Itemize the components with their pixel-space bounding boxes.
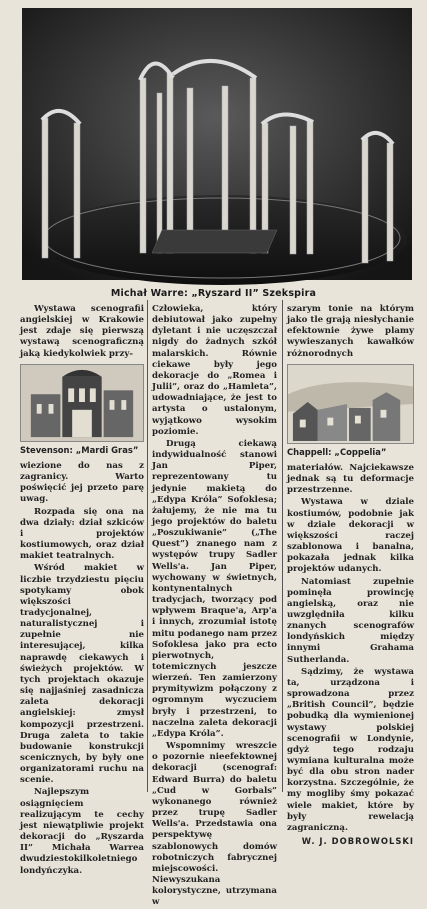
column-rule <box>147 300 148 792</box>
paragraph: Wśród makiet w liczbie trzydziestu pięciu spotykamy obok większości tradycjonalnej, naturalistycznej i zupełnie nie interesującej, kilka naprawdę ciekawych i świeżych projektów. W tych projektach okazuje się najjaśniej zasadnicza zaleta dekoracji angielskiej: zmysł kompozycji przestrzeni. Druga zaleta to takie budowanie konstrukcji scenicznych, by były one organizatorami ruchu na scenie. <box>20 563 144 786</box>
coppelia-sketch <box>287 364 414 444</box>
paragraph: Wspomnimy wreszcie o pozornie nieefektownej dekoracji (scenograf: Edward Burra) do baletu „Cud w Gorbals” wykonanego również przez trupę Sadler Wells'a. Przedstawia ona perspektywę szablonowych domów robotniczych fabrycznej miejscowości. Niewyszukana kolorystyczne, utrzymana w <box>152 741 277 908</box>
article-column-1 <box>20 304 144 878</box>
paragraph: Wystawa scenografii angielskiej w Krakowie jest zdaje się pierwszą wystawą scenograficzną jaką kiedykolwiek przy- <box>20 304 144 359</box>
paragraph: Drugą ciekawą indywidualność stanowi Jan Piper, reprezentowany tu jedynie makietą do „Edypa Króla” Sofoklesa; żałujemy, że nie ma tu jego projektów do baletu „Poszukiwanie” („The Quest”) znanego nam z występów trupy Sadler Wells'a. Jan Piper, wychowany w świetnych, kontynentalnych tradycjach, tworzący pod wpływem Braque'a, Arp'a i innych, zrozumiał istotę mitu podanego nam przez Sofoklesa jako pra ecto pierwotnych, totemicznych jeszcze wierzeń. Ten zamierzony prymitywizm połączony z ogromnym wyczuciem bryły i przestrzeni, to naczelna zaleta dekoracji „Edypa Króla”. <box>152 438 277 739</box>
paragraph: Wystawa w dziale kostiumów, podobnie jak w dziale dekoracji w większości raczej szablonowa i banalna, pokazała jednak kilka projektów udanych. <box>287 497 414 575</box>
stage-model-photo <box>22 8 412 280</box>
paragraph: wiezione do nas z zagranicy. Warto poświęcić jej przeto parę uwag. <box>20 460 144 505</box>
building-sketch-illustration <box>21 365 143 441</box>
paragraph: Człowieka, który debiutował jako zupełny dyletant i nie uczęszczał nigdy do żadnych szkół malarskich. Równie ciekawe były jego dekoracje do „Romea i Julii”, oraz do „Hamleta”, udowadniające, że jest to artysta o ustalonym, wyjątkowo wysokim poziomie. <box>152 304 277 437</box>
column-rule <box>282 300 283 792</box>
paragraph: Sądzimy, że wystawa ta, urządzona i sprowadzona przez „British Council”, będzie pobudką dla wymienionej wystawy polskiej scenografii w Londynie, gdyż tego rodzaju wymiana kulturalna może być dla obu stron nader korzystna. Szczególnie, że my mogliby śmy pokazać wiele makiet, które by były rewelacją zagraniczną. <box>287 666 414 833</box>
photo-caption: Michał Warre: „Ryszard II” Szekspira <box>110 288 317 299</box>
author-signature: W. J. DOBROWOLSKI <box>301 836 414 847</box>
mardi-gras-sketch <box>20 364 144 442</box>
paragraph: Rozpada się ona na dwa działy: dział szkiców i projektów kostiumowych, oraz dział makiet teatralnych. <box>20 506 144 562</box>
sketch-caption: Chappell: „Coppelia” <box>287 446 387 457</box>
paragraph: szarym tonie na którym jako tle grają niesłychanie efektownie żywe plamy wywieszanych kawałków różnorodnych <box>287 304 414 359</box>
town-sketch-illustration <box>288 365 413 443</box>
article-column-3 <box>287 304 414 847</box>
paragraph: materiałów. Najciekawsze jednak są tu deformacje przestrzenne. <box>287 462 414 496</box>
stage-model-illustration <box>22 8 412 280</box>
article-column-2 <box>152 304 277 909</box>
paragraph: Natomiast zupełnie pominęła prowincję angielską, oraz nie uwzględniła kilku znanych scenografów londyńskich między innymi Grahama Sutherlanda. <box>287 576 414 665</box>
paragraph: Najlepszym osiągnięciem realizującym te cechy jest niewątpliwie projekt dekoracji do „Ryszarda II” Michała Warrea dwudziestokilkoletniego londyńczyka. <box>20 787 144 876</box>
sketch-caption: Stevenson: „Mardi Gras” <box>20 444 139 455</box>
